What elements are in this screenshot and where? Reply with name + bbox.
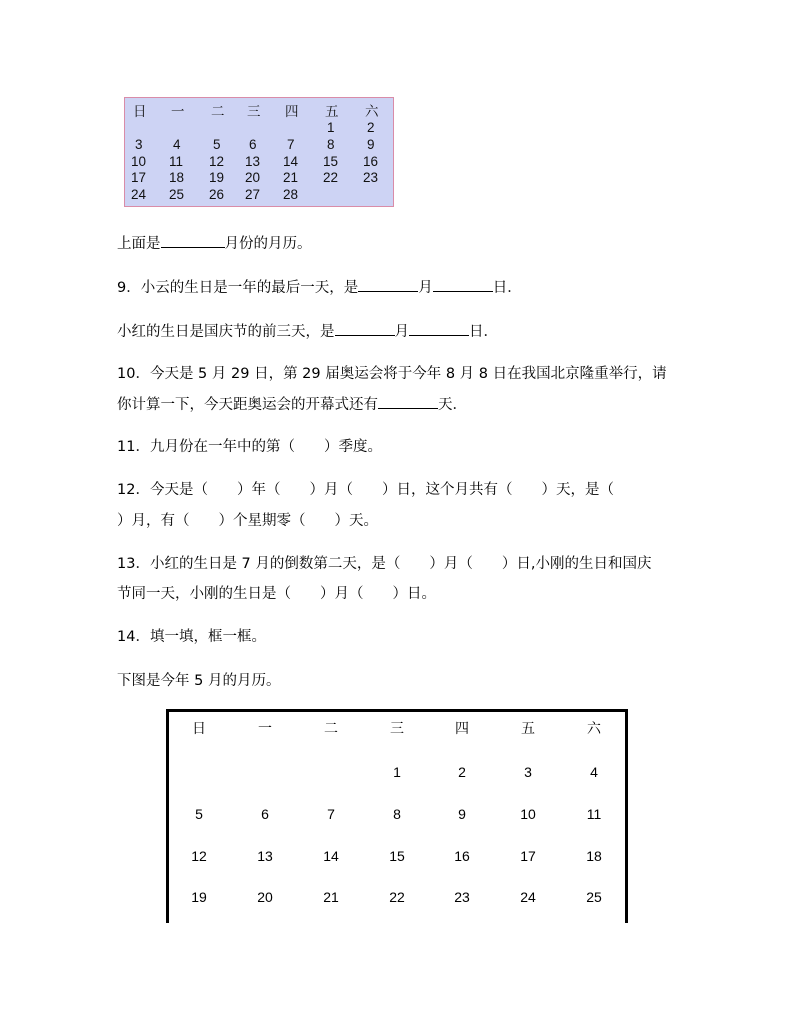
day-cell: 6: [249, 137, 257, 152]
text: 月: [418, 280, 433, 296]
text: 你计算一下，今天距奥运会的开幕式还有: [117, 397, 378, 413]
day-cell: 8: [327, 137, 335, 152]
day-cell: 1: [393, 764, 401, 780]
day-cell: 9: [458, 806, 466, 822]
day-cell: 19: [191, 889, 207, 905]
question-13: [117, 554, 652, 574]
calendar-may: [166, 709, 628, 923]
day-cell: 15: [323, 154, 339, 169]
answer-blank[interactable]: [161, 233, 225, 248]
day-cell: 22: [323, 170, 339, 185]
question-12: [117, 480, 614, 500]
text: 13．小红的生日是 7 月的倒数第二天，是（ ）月（ ）日,小刚的生日和国庆: [117, 556, 652, 572]
weekday-header: 一: [171, 104, 185, 119]
day-cell: 25: [586, 889, 602, 905]
day-cell: 3: [524, 764, 532, 780]
day-cell: 16: [454, 848, 470, 864]
weekday-header: 四: [285, 104, 299, 119]
text: 14．填一填，框一框。: [117, 629, 266, 645]
day-cell: 7: [287, 137, 295, 152]
day-cell: 10: [131, 154, 147, 169]
text: 9．小云的生日是一年的最后一天，是: [117, 280, 359, 296]
day-cell: 20: [245, 170, 261, 185]
answer-blank[interactable]: [409, 321, 469, 336]
question-10: [117, 364, 667, 384]
day-cell: 16: [363, 154, 379, 169]
text: 10．今天是 5 月 29 日，第 29 届奥运会将于今年 8 月 8 日在我国北京隆重举行，请: [117, 366, 667, 382]
text: 上面是: [117, 236, 161, 252]
day-cell: 4: [590, 764, 598, 780]
day-cell: 9: [367, 137, 375, 152]
text: 日．: [492, 280, 522, 296]
day-cell: 23: [363, 170, 379, 185]
question-14: [117, 627, 266, 647]
day-cell: 13: [257, 848, 273, 864]
text: 月: [394, 324, 409, 340]
day-cell: 6: [261, 806, 269, 822]
day-cell: 7: [327, 806, 335, 822]
day-cell: 20: [257, 889, 273, 905]
answer-blank[interactable]: [433, 277, 493, 292]
weekday-header: 六: [365, 104, 379, 119]
text: 下图是今年 5 月的月历。: [117, 673, 281, 689]
day-cell: 27: [245, 187, 261, 202]
day-cell: 12: [209, 154, 225, 169]
day-cell: 2: [367, 120, 375, 135]
day-cell: 17: [131, 170, 147, 185]
day-cell: 18: [586, 848, 602, 864]
day-cell: 14: [323, 848, 339, 864]
day-cell: 21: [323, 889, 339, 905]
day-cell: 26: [209, 187, 225, 202]
day-cell: 2: [458, 764, 466, 780]
weekday-header: 二: [211, 104, 225, 119]
question-month-line: [117, 233, 312, 254]
day-cell: 14: [283, 154, 299, 169]
day-cell: 21: [283, 170, 299, 185]
text: 节同一天，小刚的生日是（ ）月（ ）日。: [117, 586, 436, 602]
weekday-header: 二: [324, 720, 338, 736]
day-cell: 22: [389, 889, 405, 905]
answer-blank[interactable]: [378, 394, 438, 409]
day-cell: 24: [131, 187, 147, 202]
day-cell: 13: [245, 154, 261, 169]
day-cell: 5: [213, 137, 221, 152]
weekday-header: 三: [247, 104, 261, 119]
day-cell: 3: [135, 137, 143, 152]
day-cell: 18: [169, 170, 185, 185]
question-9: [117, 277, 522, 298]
question-9-part2: [117, 321, 498, 342]
day-cell: 24: [520, 889, 536, 905]
text: ）月，有（ ）个星期零（ ）天。: [117, 513, 378, 529]
text: 月份的月历。: [224, 236, 312, 252]
text: 日．: [469, 324, 498, 340]
answer-blank[interactable]: [358, 277, 418, 292]
day-cell: 25: [169, 187, 185, 202]
day-cell: 1: [327, 120, 335, 135]
weekday-header: 五: [325, 104, 339, 119]
day-cell: 11: [169, 154, 184, 169]
question-11: [117, 437, 382, 457]
text: 天．: [438, 397, 467, 413]
calendar-february: [124, 97, 394, 207]
day-cell: 12: [191, 848, 207, 864]
day-cell: 28: [283, 187, 299, 202]
text: 11．九月份在一年中的第（ ）季度。: [117, 439, 382, 455]
day-cell: 11: [586, 806, 602, 822]
weekday-header: 六: [587, 720, 601, 736]
weekday-header: 三: [390, 720, 404, 736]
question-13-line2: [117, 584, 436, 604]
text: 12．今天是（ ）年（ ）月（ ）日，这个月共有（ ）天，是（: [117, 482, 614, 498]
weekday-header: 日: [133, 104, 147, 119]
day-cell: 8: [393, 806, 401, 822]
text: 小红的生日是国庆节的前三天，是: [117, 324, 335, 340]
question-14-subtitle: [117, 671, 280, 691]
day-cell: 23: [454, 889, 470, 905]
question-10-line2: [117, 394, 467, 415]
answer-blank[interactable]: [335, 321, 395, 336]
day-cell: 4: [173, 137, 181, 152]
question-12-line2: [117, 511, 378, 531]
weekday-header: 一: [258, 720, 272, 736]
day-cell: 5: [195, 806, 203, 822]
day-cell: 17: [520, 848, 536, 864]
day-cell: 15: [389, 848, 405, 864]
day-cell: 19: [209, 170, 225, 185]
day-cell: 10: [520, 806, 536, 822]
weekday-header: 五: [521, 720, 535, 736]
weekday-header: 日: [192, 720, 206, 736]
weekday-header: 四: [455, 720, 469, 736]
